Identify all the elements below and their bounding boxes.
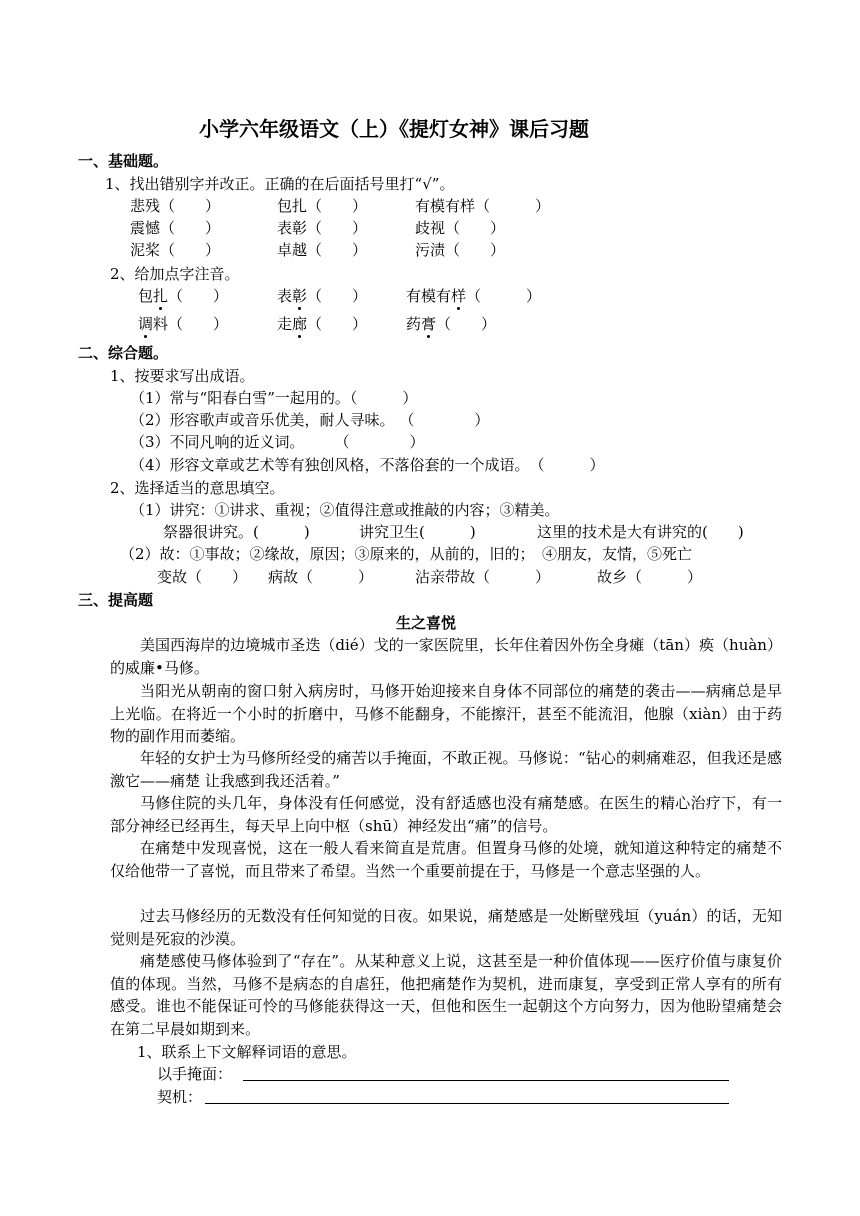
term-label: 契机： — [157, 1088, 203, 1106]
word-item: 污渍（ ） — [415, 241, 506, 259]
article-paragraph: 美国西海岸的边境城市圣迭（dié）戈的一家医院里，长年住着因外伤全身瘫（tān）痪（huàn）的威廉•马修。 — [110, 636, 782, 677]
fill-item: 变故（ ） — [157, 568, 248, 586]
question-prompt: 2、给加点字注音。 — [110, 265, 240, 283]
answer-line[interactable] — [243, 1080, 729, 1081]
dotted-char: 调 — [138, 315, 154, 333]
meaning-line: （1）讲究：①讲求、重视；②值得注意或推敲的内容；③精美。 — [130, 501, 560, 519]
dotted-char: 廊 — [292, 315, 308, 333]
article-paragraph: 在痛楚中发现喜悦，这在一般人看来简直是荒唐。但置身马修的处境，就知道这种特定的痛楚不仅给他带一了喜悦，而且带来了希望。当然一个重要前提在于，马修是一个意志坚强的人。 — [110, 839, 782, 880]
fill-item: 病故（ ） — [268, 568, 374, 586]
article-title: 生之喜悦 — [396, 614, 457, 632]
idiom-item: （4）形容文章或艺术等有独创风格，不落俗套的一个成语。 （ ） — [130, 456, 605, 474]
section-heading-advanced: 三、提高题 — [78, 591, 154, 609]
section-heading-basic: 一、基础题。 — [78, 152, 169, 170]
idiom-item: （2）形容歌声或音乐优美，耐人寻味。 （ ） — [130, 411, 490, 429]
word-item: 有模有样（ ） — [415, 197, 551, 215]
fill-item: 讲究卫生( ) — [359, 523, 476, 541]
section-heading-comprehensive: 二、综合题。 — [78, 344, 169, 362]
article-paragraph: 过去马修经历的无数没有任何知觉的日夜。如果说，痛楚感是一处断壁残垣（yuán）的话，无知觉则是死寂的沙漠。 — [110, 907, 782, 948]
dotted-char: 扎 — [153, 287, 169, 305]
word-item: 包扎（ ） — [277, 197, 368, 215]
fill-item: 故乡（ ） — [597, 568, 703, 586]
question-prompt: 1、联系上下文解释词语的意思。 — [137, 1043, 357, 1061]
word-item: 泥桨（ ） — [130, 241, 221, 259]
pinyin-item: 有模有样（ ） — [406, 287, 542, 305]
question-prompt: 2、选择适当的意思填空。 — [110, 479, 285, 497]
question-prompt: 1、找出错别字并改正。正确的在后面括号里打“√”。 — [105, 175, 455, 193]
dotted-char: 彰 — [292, 287, 308, 305]
fill-item: 这里的技术是大有讲究的( ) — [537, 523, 744, 541]
dotted-char: 样 — [451, 287, 467, 305]
pinyin-item: 表彰（ ） — [277, 287, 368, 305]
article-paragraph: 年轻的女护士为马修所经受的痛苦以手掩面，不敢正视。马修说：“钻心的刺痛难忍，但我还是感激它——痛楚 让我感到我还活着。” — [110, 749, 782, 790]
pinyin-item: 调料（ ） — [138, 315, 229, 333]
word-item: 卓越（ ） — [277, 241, 368, 259]
pinyin-item: 包扎（ ） — [138, 287, 229, 305]
idiom-item: （1）常与“阳春白雪”一起用的。（ ） — [130, 389, 418, 407]
fill-item: 沾亲带故（ ） — [415, 568, 551, 586]
dotted-char: 膏 — [421, 315, 437, 333]
fill-item: 祭器很讲究。( ) — [163, 523, 310, 541]
page-title: 小学六年级语文（上）《提灯女神》课后习题 — [199, 117, 589, 141]
word-item: 悲残（ ） — [130, 197, 221, 215]
pinyin-item: 走廊（ ） — [277, 315, 368, 333]
meaning-line: （2）故：①事故；②缘故，原因；③原来的，从前的，旧的； ④朋友，友情，⑤死亡 — [120, 545, 693, 563]
word-item: 表彰（ ） — [277, 219, 368, 237]
article-paragraph: 马修住院的头几年，身体没有任何感觉，没有舒适感也没有痛楚感。在医生的精心治疗下，有一部分神经已经再生，每天早上向中枢（shū）神经发出“痛”的信号。 — [110, 794, 782, 835]
article-paragraph: 痛楚感使马修体验到了“存在”。从某种意义上说，这甚至是一种价值体现——医疗价值与康复价值的体现。当然，马修不是病态的自虐狂，他把痛楚作为契机，进而康复，享受到正常人享有的所有感受。谁也不能保证可怜的马修能获得这一天，但他和医生一起朝这个方向努力，因为他盼望痛楚会在第二早晨如期到来。 — [110, 952, 782, 1038]
pinyin-item: 药膏（ ） — [406, 315, 497, 333]
term-label: 以手掩面： — [157, 1065, 233, 1083]
article-paragraph: 当阳光从朝南的窗口射入病房时，马修开始迎接来自身体不同部位的痛楚的袭击——病痛总是早上光临。在将近一个小时的折磨中，马修不能翻身，不能擦汗，甚至不能流泪，他腺（xiàn）由于药物的副作用而萎缩。 — [110, 682, 782, 746]
word-item: 歧视（ ） — [415, 219, 506, 237]
answer-line[interactable] — [205, 1103, 729, 1104]
question-prompt: 1、按要求写出成语。 — [110, 367, 255, 385]
idiom-item: （3）不同凡响的近义词。 （ ） — [130, 433, 425, 451]
word-item: 震憾（ ） — [130, 219, 221, 237]
